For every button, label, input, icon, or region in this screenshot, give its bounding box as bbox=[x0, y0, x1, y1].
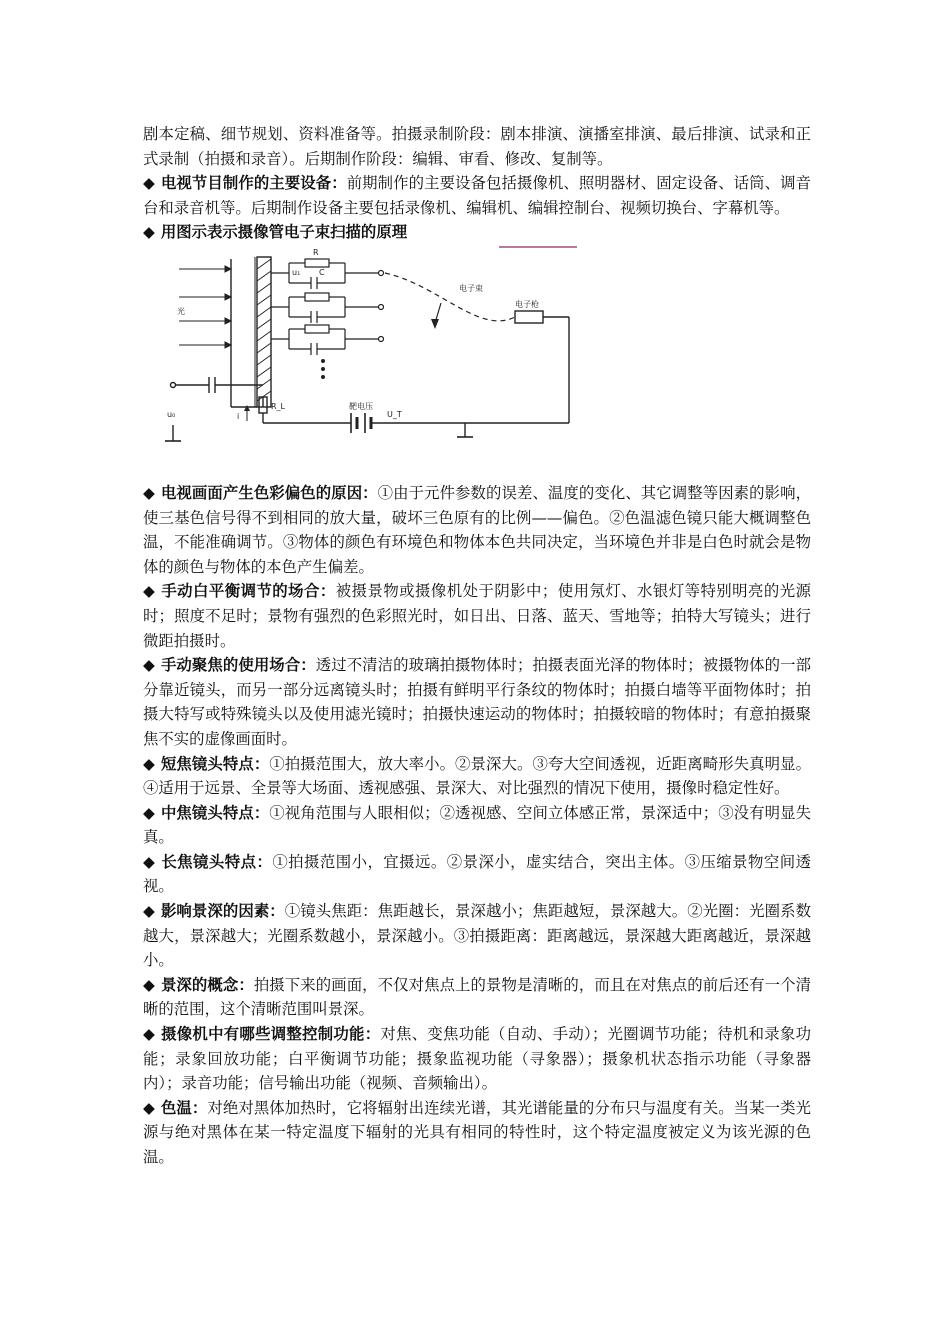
label-i: i bbox=[237, 411, 240, 421]
section-short-lens bbox=[143, 752, 811, 801]
label-RL: R_L bbox=[271, 401, 286, 411]
section-mid-lens bbox=[143, 801, 811, 850]
section-body: ①由于元件参数的误差、温度的变化、其它调整等因素的影响，使三基色信号得不到相同的放大量，破坏三色原有的比例——偏色。②色温滤色镜只能大概调整色温，不能准确调节。③物体的颜色有环境色和物体本色共同决定，当环境色并非是白色时就会是物体的颜色与物体的本色产生偏差。 bbox=[143, 483, 811, 576]
bullet-icon: ◆ bbox=[143, 1025, 156, 1044]
section-dof-factors bbox=[143, 899, 811, 973]
label-gun: 电子枪 bbox=[515, 299, 539, 309]
section-body: ①拍摄范围小，宜摄远。②景深小，虚实结合，突出主体。③压缩景物空间透视。 bbox=[143, 852, 811, 896]
label-ui: u₁ bbox=[292, 267, 301, 277]
section-color-cast bbox=[143, 481, 811, 579]
section-color-temperature bbox=[143, 1096, 811, 1170]
bullet-icon: ◆ bbox=[143, 483, 155, 502]
section-body: 拍摄下来的画面，不仅对焦点上的景物是清晰的，而且在对焦点的前后还有一个清晰的范围，这个清晰范围叫景深。 bbox=[143, 975, 811, 1019]
label-beam: 电子束 bbox=[459, 283, 483, 293]
bullet-icon: ◆ bbox=[143, 223, 155, 242]
bullet-icon: ◆ bbox=[143, 174, 155, 193]
label-target-voltage: 靶电压 bbox=[349, 401, 373, 411]
intro-paragraph: 剧本定稿、细节规划、资料准备等。拍摄录制阶段：剧本排演、演播室排演、最后排演、试录和正式录制（拍摄和录音）。后期制作阶段：编辑、审看、修改、复制等。 bbox=[143, 125, 811, 168]
bullet-icon: ◆ bbox=[143, 852, 156, 871]
label-C: C bbox=[319, 267, 325, 277]
label-UT: U_T bbox=[387, 409, 402, 419]
section-body: 透过不清洁的玻璃拍摄物体时；拍摄表面光泽的物体时；被摄物体的一部分靠近镜头，而另一部分远离镜头时；拍摄有鲜明平行条纹的物体时；拍摄白墙等平面物体时；拍摄大特写或特殊镜头以及使用滤光镜时；拍摄快速运动的物体时；拍摄较暗的物体时；有意拍摄聚焦不实的虚像画面时。 bbox=[143, 656, 811, 748]
bullet-icon: ◆ bbox=[143, 1098, 155, 1117]
section-title: 电视节目制作的主要设备： bbox=[160, 174, 347, 193]
section-title: 用图示表示摄像管电子束扫描的原理 bbox=[160, 223, 408, 242]
section-dof-concept bbox=[143, 973, 811, 1022]
bullet-icon: ◆ bbox=[143, 975, 155, 994]
section-white-balance bbox=[143, 579, 811, 653]
section-body: ①视角范围与人眼相似；②透视感、空间立体感正常，景深适中；③没有明显失真。 bbox=[143, 803, 811, 847]
bullet-icon: ◆ bbox=[143, 803, 155, 822]
section-manual-focus bbox=[143, 653, 811, 751]
section-title: 中焦镜头特点： bbox=[160, 803, 270, 822]
section-camera-controls bbox=[143, 1022, 811, 1096]
bullet-icon: ◆ bbox=[143, 902, 155, 921]
section-long-lens bbox=[143, 850, 811, 899]
section-title: 色温： bbox=[160, 1098, 208, 1117]
document-page bbox=[143, 122, 811, 1170]
section-title: 电视画面产生色彩偏色的原因： bbox=[160, 483, 378, 502]
section-title: 短焦镜头特点： bbox=[160, 754, 270, 773]
section-equipment bbox=[143, 171, 811, 220]
bullet-icon: ◆ bbox=[143, 656, 155, 675]
label-R: R bbox=[313, 247, 319, 257]
section-body: 被摄景物或摄像机处于阴影中；使用氖灯、水银灯等特别明亮的光源时；照度不足时；景物有强烈的色彩照光时，如日出、日落、蓝天、雪地等；拍特大写镜头；进行微距拍摄时。 bbox=[143, 582, 811, 650]
electron-beam-scan-diagram bbox=[143, 245, 811, 471]
section-body: ①拍摄范围大，放大率小。②景深大。③夸大空间透视，近距离畸形失真明显。④适用于远景、全景等大场面、透视感强、景深大、对比强烈的情况下使用，摄像时稳定性好。 bbox=[143, 754, 811, 798]
section-diagram-heading bbox=[143, 220, 811, 245]
section-body: 对绝对黑体加热时，它将辐射出连续光谱，其光谱能量的分布只与温度有关。当某一类光源与绝对黑体在某一特定温度下辐射的光具有相同的特性时，这个特定温度被定义为该光源的色温。 bbox=[143, 1098, 811, 1166]
section-title: 摄像机中有哪些调整控制功能： bbox=[161, 1025, 381, 1044]
section-title: 影响景深的因素： bbox=[160, 902, 285, 921]
label-u0: u₀ bbox=[167, 409, 176, 419]
section-body: ①镜头焦距：焦距越长，景深越小；焦距越短，景深越大。②光圈：光圈系数越大，景深越大；光圈系数越小，景深越小。③拍摄距离：距离越远，景深越大距离越近，景深越小。 bbox=[143, 902, 811, 970]
section-title: 手动白平衡调节的场合： bbox=[161, 582, 336, 601]
section-title: 手动聚焦的使用场合： bbox=[160, 656, 316, 675]
section-body: 对焦、变焦功能（自动、手动）；光圈调节功能；待机和录象功能；录象回放功能；白平衡调节功能；摄象监视功能（寻象器）；摄象机状态指示功能（寻象器内）；录音功能；信号输出功能（视频、音频输出）。 bbox=[143, 1025, 811, 1093]
section-title: 长焦镜头特点： bbox=[161, 852, 273, 871]
section-body: 前期制作的主要设备包括摄像机、照明器材、固定设备、话筒、调音台和录音机等。后期制作设备主要包括录像机、编辑机、编辑控制台、视频切换台、字幕机等。 bbox=[143, 174, 811, 217]
bullet-icon: ◆ bbox=[143, 754, 155, 773]
bullet-icon: ◆ bbox=[143, 582, 156, 601]
label-light: 光 bbox=[177, 306, 185, 316]
section-title: 景深的概念： bbox=[160, 975, 254, 994]
